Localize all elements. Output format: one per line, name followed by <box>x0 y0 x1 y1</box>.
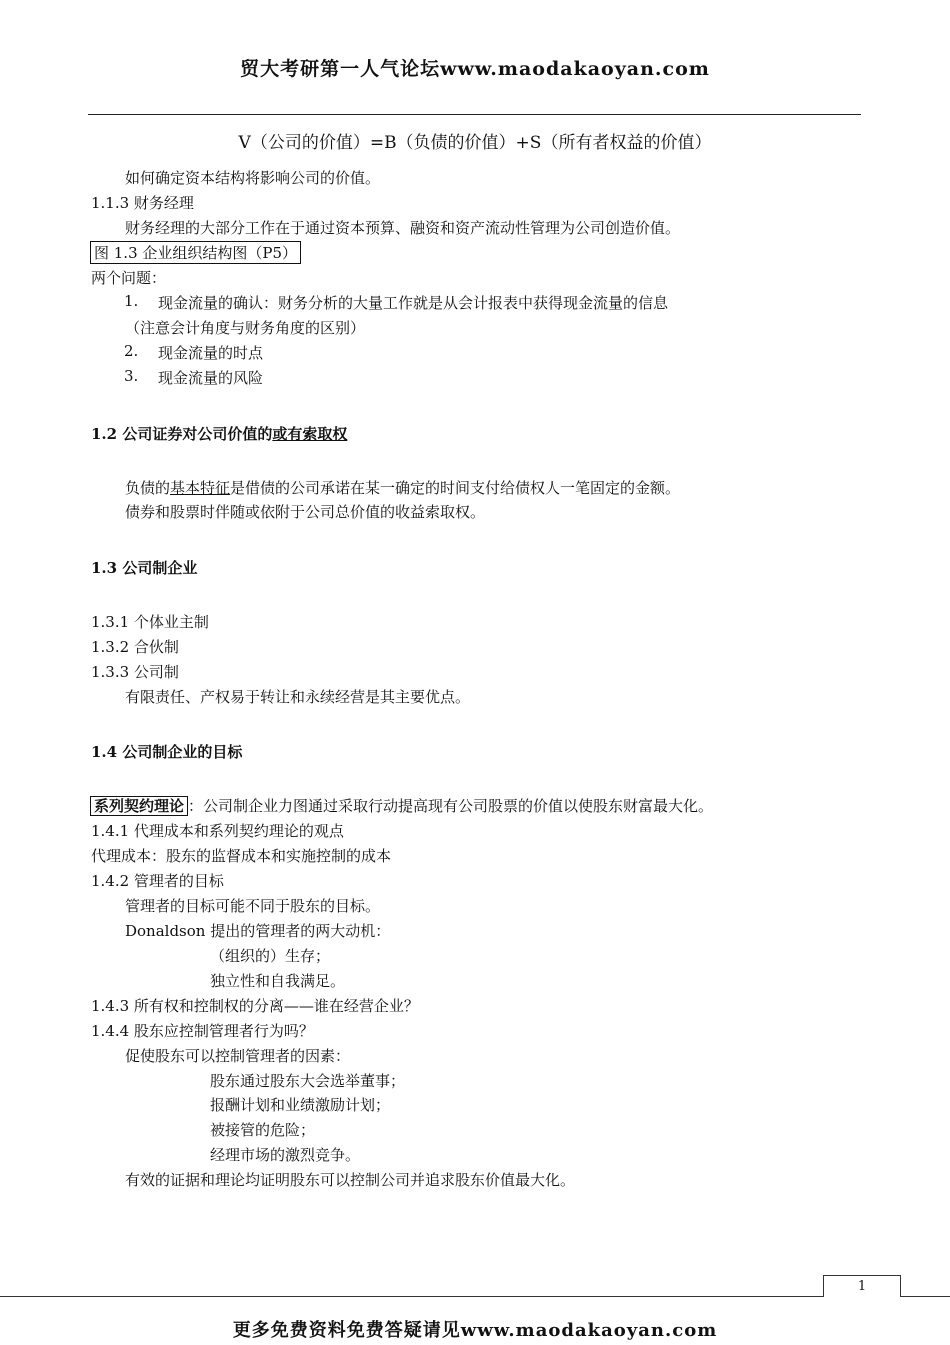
text-control-factors: 促使股东可以控制管理者的因素： <box>125 1047 351 1065</box>
factor-takeover-threat: 被接管的危险； <box>210 1121 316 1139</box>
list-item-2: 现金流量的时点 <box>158 344 264 362</box>
text-capital-structure: 如何确定资本结构将影响公司的价值。 <box>125 169 381 187</box>
motive-survival: （组织的）生存； <box>210 947 331 965</box>
text-manager-goals: 管理者的目标可能不同于股东的目标。 <box>125 897 381 915</box>
donaldson-name: Donaldson <box>125 922 206 940</box>
debt-basic-feature: 基本特征 <box>170 479 231 497</box>
text-donaldson <box>125 920 390 941</box>
value-formula: V（公司的价值）=B（负债的价值）+S（所有者权益的价值） <box>238 133 712 153</box>
list-item-3: 现金流量的风险 <box>158 369 264 387</box>
heading-1-2-text: 1.2 公司证券对公司价值的 <box>91 425 273 443</box>
text-two-questions: 两个问题： <box>91 269 167 287</box>
contract-theory-term: 系列契约理论 <box>90 796 188 816</box>
section-1-3-1: 1.3.1 个体业主制 <box>91 613 209 631</box>
section-1-4-1: 1.4.1 代理成本和系列契约理论的观点 <box>91 822 344 840</box>
factor-manager-market: 经理市场的激烈竞争。 <box>210 1146 361 1164</box>
text-bonds-stocks: 债券和股票时伴随或依附于公司总价值的收益索取权。 <box>125 503 486 521</box>
text-agency-cost: 代理成本：股东的监督成本和实施控制的成本 <box>91 847 392 865</box>
page-number: 1 <box>823 1275 901 1297</box>
text-conclusion: 有效的证据和理论均证明股东可以控制公司并追求股东价值最大化。 <box>125 1171 576 1189</box>
page-footer: 更多免费资料免费答疑请见www.maodakaoyan.com <box>232 1320 718 1341</box>
section-1-4-2: 1.4.2 管理者的目标 <box>91 872 224 890</box>
section-1-4-4: 1.4.4 股东应控制管理者行为吗？ <box>91 1022 314 1040</box>
section-1-3-2: 1.3.2 合伙制 <box>91 638 179 656</box>
text-finance-manager: 财务经理的大部分工作在于通过资本预算、融资和资产流动性管理为公司创造价值。 <box>125 219 681 237</box>
debt-rest: 是借债的公司承诺在某一确定的时间支付给债权人一笔固定的金额。 <box>230 479 681 497</box>
footer-rule <box>0 1296 950 1297</box>
list-number-2: 2. <box>124 342 139 360</box>
text-contract-theory <box>90 795 713 816</box>
header-rule <box>88 114 861 115</box>
donaldson-motives: 提出的管理者的两大动机： <box>205 922 391 940</box>
contract-theory-desc: ：公司制企业力图通过采取行动提高现有公司股票的价值以使股东财富最大化。 <box>188 797 714 815</box>
heading-1-2-underlined: 或有索取权 <box>272 425 348 443</box>
text-advantages: 有限责任、产权易于转让和永续经营是其主要优点。 <box>125 688 471 706</box>
section-1-3-3: 1.3.3 公司制 <box>91 663 179 681</box>
list-number-1: 1. <box>124 292 139 310</box>
list-number-3: 3. <box>124 367 139 385</box>
factor-board-election: 股东通过股东大会选举董事； <box>210 1072 406 1090</box>
figure-reference: 图 1.3 企业组织结构图（P5） <box>90 241 301 264</box>
list-item-1-note: （注意会计角度与财务角度的区别） <box>125 319 366 337</box>
section-1-4-3: 1.4.3 所有权和控制权的分离——谁在经营企业？ <box>91 997 419 1015</box>
heading-1-3: 1.3 公司制企业 <box>91 559 198 577</box>
factor-incentive-plans: 报酬计划和业绩激励计划； <box>210 1096 391 1114</box>
motive-independence: 独立性和自我满足。 <box>210 972 346 990</box>
heading-1-2 <box>91 423 347 444</box>
heading-1-4: 1.4 公司制企业的目标 <box>91 743 243 761</box>
section-1-1-3: 1.1.3 财务经理 <box>91 194 194 212</box>
text-debt-feature <box>125 477 680 498</box>
debt-prefix: 负债的 <box>125 479 171 497</box>
list-item-1: 现金流量的确认：财务分析的大量工作就是从会计报表中获得现金流量的信息 <box>158 294 669 312</box>
page-header: 贸大考研第一人气论坛www.maodakaoyan.com <box>240 58 710 80</box>
